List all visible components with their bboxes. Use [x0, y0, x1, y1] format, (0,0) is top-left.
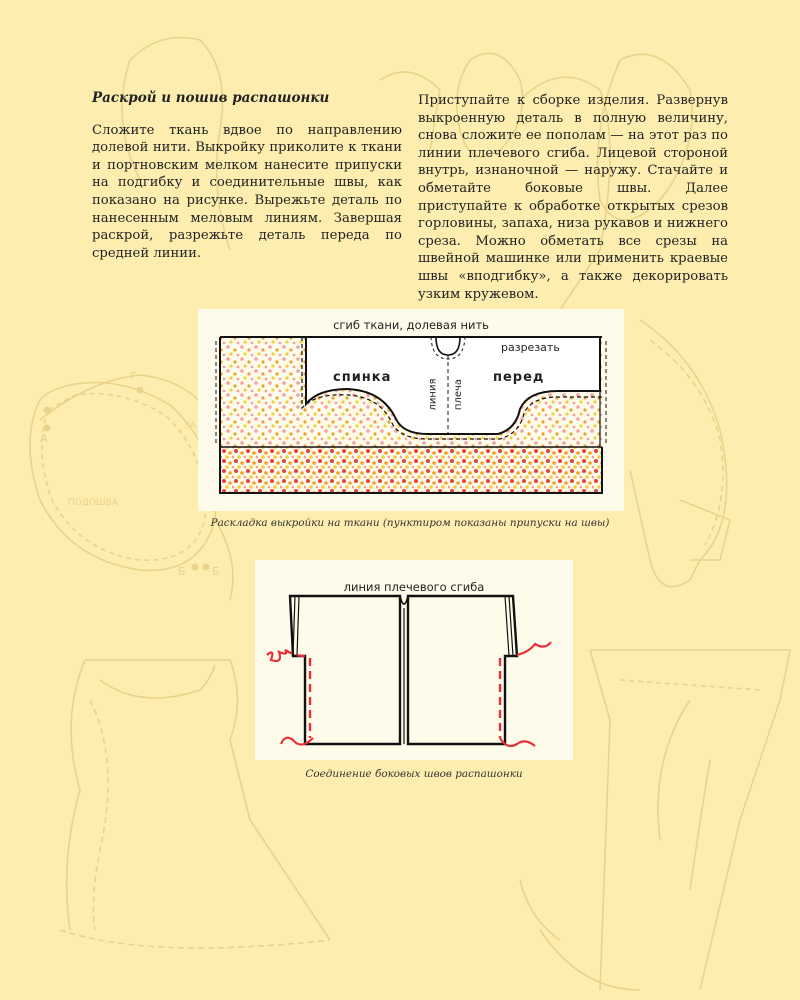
shoulder-label-2: плеча [453, 378, 465, 411]
pattern-layout-drawing [198, 309, 624, 511]
figure1-caption: Раскладка выкройки на ткани (пунктиром показаны припуски на швы) [210, 517, 610, 529]
back-label: спинка [333, 370, 392, 385]
bg-label-point-b1: Б [178, 565, 186, 578]
front-label: перед [493, 370, 545, 385]
cut-label: разрезать [501, 341, 560, 354]
right-paragraph: Приступайте к сборке изделия. Развернув выкроенную деталь в полную величину, снова сложите ее пополам — на этот раз по линии плечевого сгиба. Лицевой стороной внутрь, изнаночной — наружу. Стачайте и обметайте боковые швы. Далее приступайте к обработке открытых срезов горловины, запаха, низа рукавов и нижнего среза. Можно обметать все срезы на швейной машинке или применить краевые швы «вподгибку», а также декорировать узким кружевом. [418, 93, 728, 302]
shoulder-fold-label: линия плечевого сгиба [343, 580, 485, 594]
bg-label-point-g: Г [130, 370, 137, 383]
bg-label-point-a: А [40, 432, 48, 445]
bg-label-point-b2: Б [212, 565, 220, 578]
section-title: Раскрой и пошив распашонки [92, 90, 330, 106]
text-column-left [92, 90, 402, 262]
shoulder-label-1: линия [427, 378, 439, 411]
left-paragraph: Сложите ткань вдвое по направлению долевой нити. Выкройку приколите к ткани и портновским мелком нанесите припуски на подгибку и соединительные швы, как показано на рисунке. Вырежьте деталь по нанесенным меловым линиям. Завершая раскрой, разрежьте деталь переда по средней линии. [92, 122, 402, 261]
bg-label-za: ЗА [184, 421, 196, 431]
figure-pattern-layout [198, 309, 624, 511]
fold-label: сгиб ткани, долевая нить [333, 318, 489, 332]
bg-label-sole: ПОДОШВА [68, 498, 118, 508]
text-column-right [418, 92, 728, 303]
figure-side-seams [255, 560, 573, 760]
figure2-caption: Соединение боковых швов распашонки [305, 768, 523, 780]
